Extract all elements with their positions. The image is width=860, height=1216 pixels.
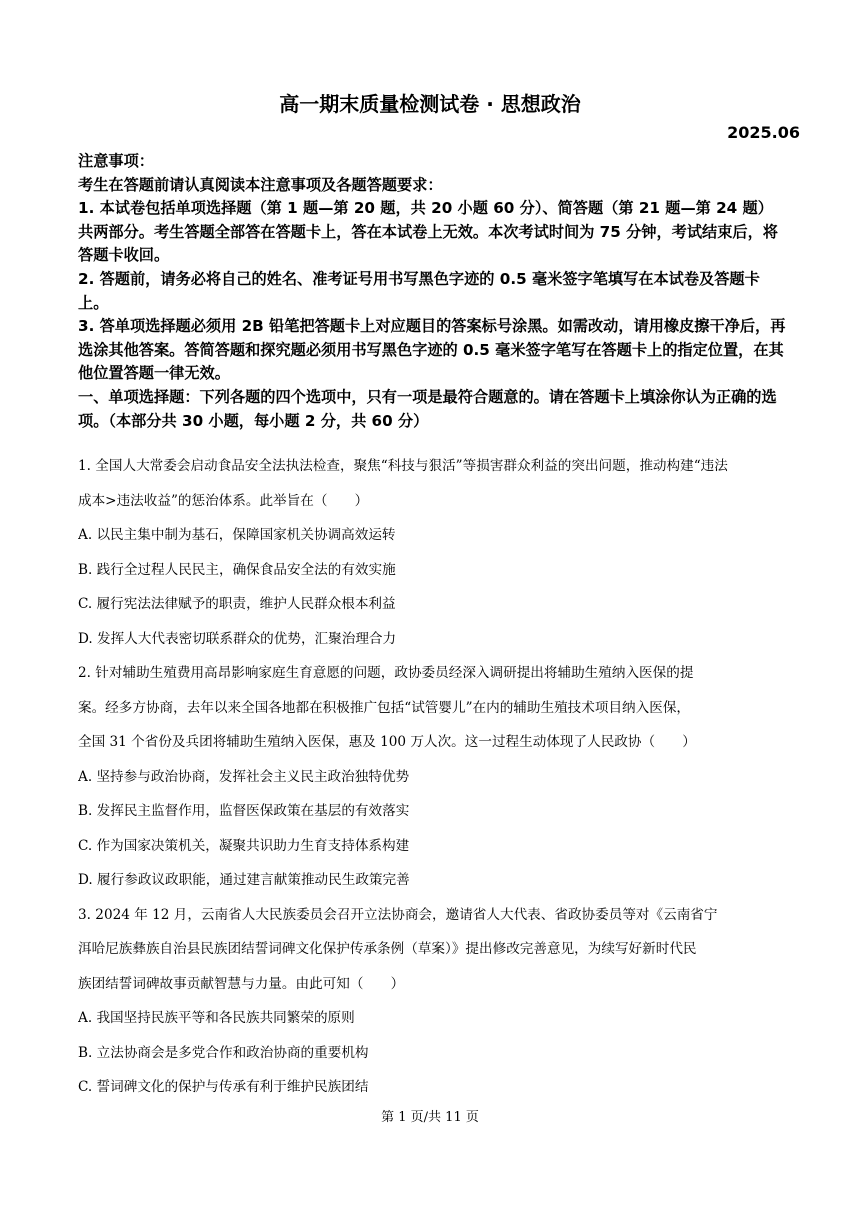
option-b: B. 立法协商会是多党合作和政治协商的重要机构 xyxy=(78,1044,369,1061)
question-stem-line: 2. 针对辅助生殖费用高昂影响家庭生育意愿的问题，政协委员经深入调研提出将辅助生殖纳入医保的提 xyxy=(78,665,694,681)
notes-item-2: 2. 答题前，请务必将自己的姓名、准考证号用书写黑色字迹的 0.5 毫米签字笔填写在本试卷及答题卡上。 xyxy=(78,269,760,312)
question-stem-line: 案。经多方协商，去年以来全国各地都在积极推广包括“试管婴儿”在内的辅助生殖技术项目纳入医保， xyxy=(78,699,691,716)
question-stem-line: 3. 2024 年 12 月，云南省人大民族委员会召开立法协商会，邀请省人大代表、省政协委员等对《云南省宁 xyxy=(78,906,718,923)
option-a: A. 坚持参与政治协商，发挥社会主义民主政治独特优势 xyxy=(78,768,410,785)
option-a: A. 以民主集中制为基石，保障国家机关协调高效运转 xyxy=(78,527,396,543)
question-1 xyxy=(78,458,790,665)
notes-section xyxy=(78,150,788,433)
option-b: B. 践行全过程人民民主，确保食品安全法的有效实施 xyxy=(78,561,396,578)
question-stem-line: 1. 全国人大常委会启动食品安全法执法检查，聚焦“科技与狠活”等损害群众利益的突出问题，推动构建“违法 xyxy=(78,458,728,474)
questions-list xyxy=(78,458,790,1114)
question-stem-line: 族团结誓词碑故事贡献智慧与力量。由此可知（ ） xyxy=(78,975,405,992)
option-c: C. 履行宪法法律赋予的职责，维护人民群众根本利益 xyxy=(78,596,396,612)
notes-heading: 注意事项： xyxy=(78,152,154,170)
option-c: C. 誓词碑文化的保护与传承有利于维护民族团结 xyxy=(78,1079,369,1095)
option-a: A. 我国坚持民族平等和各民族共同繁荣的原则 xyxy=(78,1010,355,1026)
option-d: D. 履行参政议政职能，通过建言献策推动民生政策完善 xyxy=(78,872,410,888)
page-title: 高一期末质量检测试卷 · 思想政治 xyxy=(279,92,581,116)
question-2 xyxy=(78,665,790,907)
question-3 xyxy=(78,907,790,1114)
question-stem-line: 洱哈尼族彝族自治县民族团结誓词碑文化保护传承条例（草案）》提出修改完善意见，为续写好新时代民 xyxy=(78,941,697,957)
notes-item-3: 3. 答单项选择题必须用 2B 铅笔把答题卡上对应题目的答案标号涂黑。如需改动，请用橡皮擦干净后，再选涂其他答案。答简答题和探究题必须用书写黑色字迹的 0.5 毫米签字笔写在答题卡上的指定位置，在其他位置答题一律无效。 xyxy=(78,317,786,383)
notes-item-1: 1. 本试卷包括单项选择题（第 1 题—第 20 题，共 20 小题 60 分）、简答题（第 21 题—第 24 题）共两部分。考生答题全部答在答题卡上，答在本试卷上无效。本次考试时间为 75 分钟，考试结束后，将答题卡收回。 xyxy=(78,199,778,265)
page-footer: 第 1 页/共 11 页 xyxy=(381,1110,479,1125)
option-b: B. 发挥民主监督作用，监督医保政策在基层的有效落实 xyxy=(78,803,410,819)
notes-intro: 考生在答题前请认真阅读本注意事项及各题答题要求： xyxy=(78,175,443,194)
exam-date: 2025.06 xyxy=(727,123,800,142)
option-c: C. 作为国家决策机关，凝聚共识助力生育支持体系构建 xyxy=(78,837,410,854)
section-heading: 一、单项选择题：下列各题的四个选项中，只有一项是最符合题意的。请在答题卡上填涂你认为正确的选项。（本部分共 30 小题，每小题 2 分，共 60 分） xyxy=(78,387,777,430)
question-stem-line: 成本>违法收益”的惩治体系。此举旨在（ ） xyxy=(78,492,369,509)
option-d: D. 发挥人大代表密切联系群众的优势，汇聚治理合力 xyxy=(78,630,397,647)
question-stem-line: 全国 31 个省份及兵团将辅助生殖纳入医保，惠及 100 万人次。这一过程生动体现了人民政协（ ） xyxy=(78,734,696,750)
